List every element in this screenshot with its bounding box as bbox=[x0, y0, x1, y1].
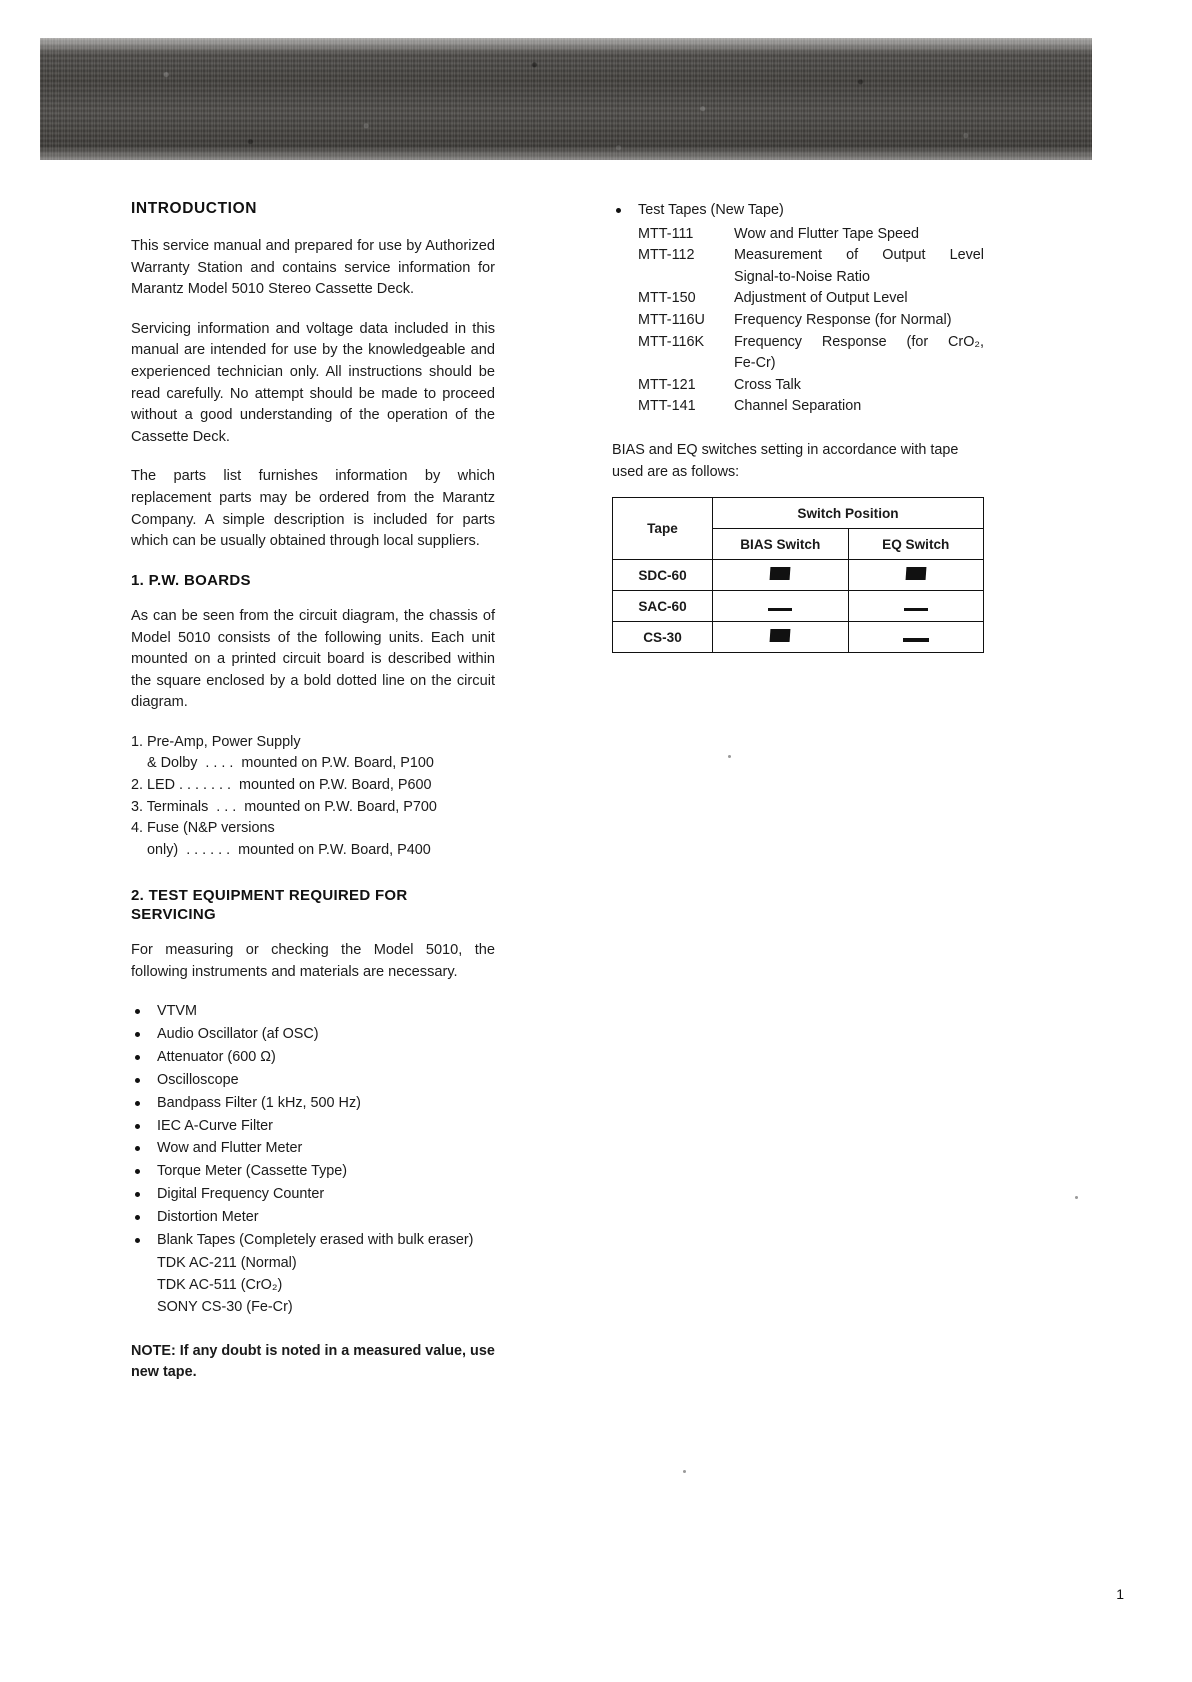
introduction-heading: INTRODUCTION bbox=[131, 200, 258, 217]
switch-up-icon bbox=[770, 629, 791, 642]
list-item bbox=[131, 1001, 495, 1023]
board-list-item: 4. Fuse (N&P versions bbox=[131, 820, 275, 837]
bias-eq-switch-table bbox=[612, 497, 984, 653]
scan-speck bbox=[1075, 1196, 1078, 1199]
bullet-dot-icon bbox=[135, 1238, 140, 1243]
note-label: NOTE: bbox=[131, 1342, 176, 1359]
tape-cell: CS-30 bbox=[613, 622, 713, 653]
tape-desc: Measurement of Output Level bbox=[734, 247, 984, 264]
switch-up-icon bbox=[905, 567, 926, 580]
list-item bbox=[131, 1207, 495, 1229]
tape-desc-continuation: Signal-to-Noise Ratio bbox=[734, 268, 870, 285]
list-item bbox=[131, 1184, 495, 1206]
tape-desc: Adjustment of Output Level bbox=[734, 290, 908, 307]
introduction-paragraph-1: This service manual and prepared for use by Authorized Warranty Station and contains service information for Marantz Model 5010 Stereo Cassette Deck. bbox=[131, 238, 495, 298]
test-tape-row bbox=[638, 288, 984, 310]
column-header-eq-switch: EQ Switch bbox=[848, 529, 984, 560]
column-header-switch-position: Switch Position bbox=[713, 498, 984, 529]
test-equipment-paragraph: For measuring or checking the Model 5010, the following instruments and materials are necessary. bbox=[131, 941, 495, 980]
tape-desc: Channel Separation bbox=[734, 398, 862, 415]
bullet-dot-icon bbox=[135, 1032, 140, 1037]
list-item bbox=[131, 1093, 495, 1115]
left-text-column bbox=[131, 200, 495, 1384]
list-item bbox=[131, 1047, 495, 1069]
tape-cell: SAC-60 bbox=[613, 591, 713, 622]
table-row bbox=[613, 622, 984, 653]
board-list-item: 3. Terminals . . . mounted on P.W. Board, P700 bbox=[131, 798, 437, 815]
test-tape-row bbox=[638, 396, 984, 418]
switch-up-icon bbox=[770, 567, 791, 580]
introduction-paragraph-2: Servicing information and voltage data included in this manual are intended for use by the knowledgeable and experienced technician only. All instructions should be read carefully. No attempt should be made to proceed without a good understanding of the operation of the Cassette Deck. bbox=[131, 320, 495, 445]
scan-bottom-fade bbox=[40, 146, 1092, 160]
list-item bbox=[131, 1161, 495, 1183]
test-equipment-heading: 2. TEST EQUIPMENT REQUIRED FOR SERVICING bbox=[131, 886, 408, 923]
test-tapes-list bbox=[638, 224, 984, 418]
note-block bbox=[131, 1341, 495, 1384]
list-item-label: Digital Frequency Counter bbox=[157, 1186, 325, 1203]
bullet-dot-icon bbox=[135, 1078, 140, 1083]
bullet-dot-icon bbox=[135, 1215, 140, 1220]
switch-setting-note: BIAS and EQ switches setting in accordance with tape used are as follows: bbox=[612, 442, 959, 480]
list-item-label: Attenuator (600 Ω) bbox=[157, 1048, 276, 1065]
table-row bbox=[613, 591, 984, 622]
scan-noise-texture bbox=[40, 38, 1092, 160]
scan-top-fade bbox=[40, 38, 1092, 54]
list-item-label: Wow and Flutter Meter bbox=[157, 1140, 303, 1157]
scan-speck bbox=[728, 755, 731, 758]
list-item-label: Bandpass Filter (1 kHz, 500 Hz) bbox=[157, 1094, 361, 1111]
board-list-item: 2. LED . . . . . . . mounted on P.W. Board, P600 bbox=[131, 777, 432, 794]
list-item-label: Blank Tapes (Completely erased with bulk eraser) bbox=[157, 1232, 474, 1248]
board-list-item: 1. Pre-Amp, Power Supply bbox=[131, 733, 301, 750]
tape-code: MTT-116K bbox=[638, 333, 705, 350]
list-item-label: IEC A-Curve Filter bbox=[157, 1117, 273, 1134]
list-item bbox=[131, 1024, 495, 1046]
eq-switch-cell bbox=[848, 591, 984, 622]
bullet-dot-icon bbox=[135, 1124, 140, 1129]
test-tape-row bbox=[638, 245, 984, 267]
bullet-dot-icon bbox=[135, 1146, 140, 1151]
bullet-dot-icon bbox=[135, 1192, 140, 1197]
tape-code: MTT-112 bbox=[638, 247, 695, 264]
board-list-item: & Dolby . . . . mounted on P.W. Board, P100 bbox=[147, 755, 434, 772]
tape-code: MTT-150 bbox=[638, 290, 696, 307]
scan-speck bbox=[683, 1470, 686, 1473]
tape-desc: Cross Talk bbox=[734, 376, 801, 393]
pw-boards-list bbox=[131, 732, 495, 862]
scanned-header-band bbox=[40, 38, 1092, 160]
bullet-dot-icon bbox=[616, 208, 621, 213]
tape-desc: Frequency Response (for CrO₂, bbox=[734, 333, 984, 350]
list-item-label: Audio Oscillator (af OSC) bbox=[157, 1025, 319, 1042]
test-tape-row bbox=[638, 310, 984, 332]
list-item bbox=[131, 1116, 495, 1138]
bias-switch-cell bbox=[713, 591, 849, 622]
eq-switch-cell bbox=[848, 622, 984, 653]
tape-code: MTT-111 bbox=[638, 225, 694, 242]
blank-tape-item: TDK AC-511 (CrO₂) bbox=[157, 1276, 283, 1293]
bias-switch-cell bbox=[713, 622, 849, 653]
eq-switch-cell bbox=[848, 560, 984, 591]
table-row bbox=[613, 560, 984, 591]
switch-flat-icon bbox=[903, 638, 929, 642]
blank-tape-item: TDK AC-211 (Normal) bbox=[157, 1254, 297, 1271]
list-item-label: Distortion Meter bbox=[157, 1209, 259, 1226]
test-tape-row bbox=[638, 332, 984, 354]
note-text: If any doubt is noted in a measured value, use new tape. bbox=[131, 1342, 495, 1381]
test-tapes-header-label: Test Tapes (New Tape) bbox=[638, 202, 784, 218]
pw-boards-heading: 1. P.W. BOARDS bbox=[131, 571, 251, 589]
tape-code: MTT-116U bbox=[638, 312, 705, 329]
bullet-dot-icon bbox=[135, 1101, 140, 1106]
page-number: 1 bbox=[1116, 1586, 1124, 1602]
list-item bbox=[131, 1070, 495, 1092]
bias-switch-cell bbox=[713, 560, 849, 591]
test-tapes-header bbox=[612, 200, 984, 222]
bullet-dot-icon bbox=[135, 1055, 140, 1060]
list-item-label: VTVM bbox=[157, 1003, 197, 1020]
right-text-column bbox=[612, 200, 984, 653]
bullet-dot-icon bbox=[135, 1009, 140, 1014]
introduction-paragraph-3: The parts list furnishes information by which replacement parts may be ordered from the Marantz Company. A simple description is included for parts which can be usually obtained through local suppliers. bbox=[131, 468, 495, 550]
test-tape-row bbox=[638, 375, 984, 397]
list-item-label: Torque Meter (Cassette Type) bbox=[157, 1163, 348, 1180]
tape-desc: Wow and Flutter Tape Speed bbox=[734, 225, 920, 242]
tape-desc-continuation: Fe-Cr) bbox=[734, 355, 776, 372]
bullet-dot-icon bbox=[135, 1169, 140, 1174]
tape-code: MTT-121 bbox=[638, 376, 696, 393]
table-header-row bbox=[613, 498, 984, 529]
pw-boards-paragraph: As can be seen from the circuit diagram, the chassis of Model 5010 consists of the following units. Each unit mounted on a printed circuit board is described within the square enclosed by a bold dotted line on the circuit diagram. bbox=[131, 607, 495, 711]
column-header-bias-switch: BIAS Switch bbox=[713, 529, 849, 560]
list-item-label: Oscilloscope bbox=[157, 1071, 239, 1088]
blank-tape-item: SONY CS-30 (Fe-Cr) bbox=[157, 1298, 293, 1315]
tape-desc: Frequency Response (for Normal) bbox=[734, 312, 952, 329]
test-tape-row bbox=[638, 224, 984, 246]
column-header-tape: Tape bbox=[613, 498, 713, 560]
list-item bbox=[131, 1138, 495, 1160]
tape-cell: SDC-60 bbox=[613, 560, 713, 591]
switch-flat-icon bbox=[904, 608, 928, 611]
list-item bbox=[131, 1230, 495, 1252]
switch-flat-icon bbox=[768, 608, 792, 611]
tape-code: MTT-141 bbox=[638, 398, 696, 415]
test-equipment-list bbox=[131, 1001, 495, 1252]
board-list-item: only) . . . . . . mounted on P.W. Board, P400 bbox=[147, 841, 431, 858]
